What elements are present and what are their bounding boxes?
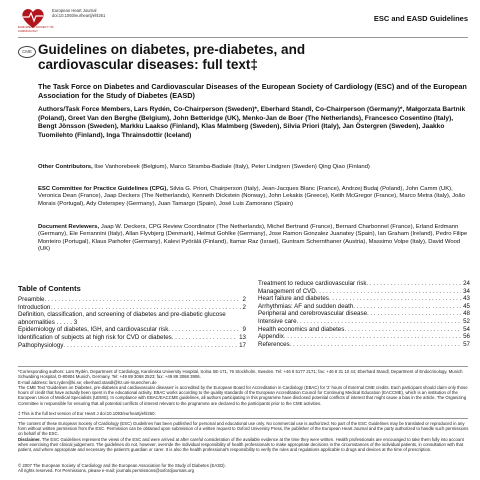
toc-right-column bbox=[258, 280, 470, 348]
disclaimer-divider bbox=[18, 418, 468, 419]
other-contributors-label: Other Contributors, bbox=[38, 164, 93, 170]
journal-info bbox=[52, 8, 105, 18]
document-reviewers bbox=[38, 224, 468, 254]
journal-doi: doi:10.1093/eurheartj/ehl261 bbox=[52, 13, 106, 18]
article-subtitle: The Task Force on Diabetes and Cardiovascular Diseases of the European Society of Cardiology (ESC) and of the European Association for the Study of Diabetes (EASD) bbox=[38, 82, 467, 100]
document-reviewers-list: Jaap W. Deckers, CPG Review Coordinator (The Netherlands), Michel Bertrand (France), Bernard Charbonnel (France), Erland Erdmann (Germany), Ele Ferrannini (Italy), Allan Flyvbjerg (Denmark), Helmut Gohlke (Germany), Jose Ramon Gonzalez Juanatey (Spain), Ian Graham (Ireland), Pedro Filipe Monteiro (Portugal), Klaus Parhofer (Germany), Kalevi Pyörälä (Finland), Itamar Raz (Israel), Guntram Schernthaner (Austria), Massimo Volpe (Italy), David Wood (UK) bbox=[38, 224, 468, 253]
header-divider bbox=[18, 37, 468, 38]
content-usage-note: The content of these European Society of Cardiology (ESC) Guidelines has been published for personal and educational use only. No commercial use is authorized. No part of the ESC Guidelines may be translated or reproduced in any form without written permission from the ESC. Permission can be obtained upon submission of a written request to Oxford University Press, the publisher of the European Heart Journal and the party authorized to handle such permissions on behalf of the ESC. bbox=[18, 421, 469, 437]
authors-list: Lars Rydén, Co-Chairperson (Sweden)*, Eberhard Standl, Co-Chairperson (Germany)*, Małgorzata Bartnik (Poland), Greet Van den Berghe (Belgium), John Betteridge (UK), Menko-Jan de Boer (The Netherlands), Francesco Cosentino (Italy), Bengt Jönsson (Sweden), Markku Laakso (Finland), Klas Malmberg (Sweden), Silvia Priori (Italy), Jan Östergren (Sweden), Jaakko Tuomilehto (Finland), Inga Thrainsdottir (Iceland) bbox=[38, 106, 466, 139]
cpg-committee-label: ESC Committee for Practice Guidelines (CPG), bbox=[38, 186, 168, 192]
toc-entry[interactable]: Peripheral and cerebrovascular disease . . . 48 bbox=[258, 310, 470, 318]
cme-accreditation-note: The CME Text 'Guidelines on Diabetes, pre-diabetes and cardiovascular diseases' is accredited by the European Board for Accreditation in Cardiology (EBAC) for '2' hours of External CME credits. Each participant should claim only those hours of credit that have actually been spent in the educational activity. EBAC works according to the quality standards of the European Accreditation Council for Continuing Medical Education (EACCME), which is an institution of the European Union of Medical Specialists (UEMS). In compliance with EBAC/EACCME guidelines, all authors participating in this programme have disclosed potential conflicts of interest that might cause a bias in the article. The Organizing Committee is responsible for ensuring that all potential conflicts of interest relevant to the programme are declared to the participants prior to the CME activities. bbox=[18, 385, 468, 406]
full-text-note: ‡ This is the full text version of Eur Heart J doi:10.1093/eurheartj/ehl260. bbox=[18, 411, 156, 416]
disclaimer-label: Disclaimer. bbox=[18, 437, 41, 442]
toc-entry[interactable]: Health economics and diabetes . . . 54 bbox=[258, 326, 470, 334]
cpg-committee-list: Silvia G. Priori, Chairperson (Italy), Jean-Jacques Blanc (France), Andrzej Budaj (Poland), John Camm (UK), Veronica Dean (France), Jaap Deckers (The Netherlands), Kenneth Dickstein (Norway), John Lekakis (Greece), Keith McGregor (France), Marco Metra (Italy), João Morais (Portugal), Ady Osterspey (Germany), Juan Tamargo (Spain), José Luis Zamorano (Spain) bbox=[38, 186, 465, 207]
corresponding-authors-note: *Corresponding authors: Lars Rydén, Department of Cardiology, Karolinska University Hospital, Solna SE-171, 76 Stockholm, Sweden. Tel: +46 8 5177 2171; fax: +46 8 31 10 44; Eberhard Standl, Department of Endocrinology, Munich Schwabing Hospital, D-80804 Munich, Germany. Tel: +49 89 3068 2523; fax: +49 89 3068 3906. bbox=[18, 369, 463, 380]
toc-entry[interactable]: Arrhythmias: AF and sudden death . . . 45 bbox=[258, 303, 470, 311]
article-title-line2: cardiovascular diseases: full text‡ bbox=[38, 57, 258, 72]
toc-entry[interactable]: Definition, classification, and screening of diabetes and pre-diabetic glucose abnormalities . . . . . 3 bbox=[18, 311, 226, 326]
logo-text: EUROPEAN SOCIETY OF CARDIOLOGY bbox=[18, 25, 54, 33]
series-title: ESC and EASD Guidelines bbox=[373, 14, 468, 23]
toc-entry[interactable]: Identification of subjects at high risk for CVD or diabetes . . . 13 bbox=[18, 334, 246, 342]
article-title-line1: Guidelines on diabetes, pre-diabetes, and bbox=[38, 42, 306, 57]
cme-badge: CME bbox=[18, 46, 36, 58]
page-header bbox=[18, 4, 468, 36]
toc-entry[interactable]: Pathophysiology . . . 17 bbox=[18, 342, 246, 350]
other-contributors-list: Ilse Vanhorebeek (Belgium), Marco Stramba-Badiale (Italy), Peter Lindgren (Sweden) Qing Qiao (Finland) bbox=[92, 164, 370, 170]
document-reviewers-label: Document Reviewers, bbox=[38, 224, 100, 230]
toc-entry[interactable]: Appendix . . . 56 bbox=[258, 333, 470, 341]
toc-entry[interactable]: Preamble . . . 2 bbox=[18, 296, 246, 304]
permissions-line: All rights reserved. For Permissions, please e-mail: journals.permissions@oxfordjournals.org bbox=[18, 468, 195, 473]
toc-left-column bbox=[18, 296, 246, 349]
toc-entry[interactable]: Epidemiology of diabetes, IGH, and cardiovascular risk . . . 9 bbox=[18, 326, 246, 334]
toc-entry[interactable]: Introduction . . . 2 bbox=[18, 304, 246, 312]
copyright-line: © 2007 The European Society of Cardiology and the European Association for the Study of Diabetes (EASD). bbox=[18, 463, 226, 468]
journal-name: European Heart Journal bbox=[52, 8, 97, 13]
authors-block bbox=[38, 106, 468, 140]
email-note: E-mail address: lars.ryden@ki.se; eberhard.standl@lrz.uni-muenchen.de bbox=[18, 380, 157, 385]
article-title bbox=[38, 42, 458, 72]
authors-label: Authors/Task Force Members, bbox=[38, 106, 133, 113]
toc-entry[interactable]: Treatment to reduce cardiovascular risk . . . 24 bbox=[258, 280, 470, 288]
toc-entry[interactable]: Heart failure and diabetes . . . 43 bbox=[258, 295, 470, 303]
disclaimer-text: The ESC Guidelines represent the views of the ESC and were arrived at after careful consideration of the available evidence at the time they were written. Health professionals are encouraged to take them fully into account when exercising their clinical judgement. The guidelines do not, however, override the individual responsibility of health professionals to make appropriate decisions in the circumstances of the individual patients, in consultation with that patient, and where appropriate and necessary the patient's guardian or carer. It is also the health professional's responsibility to verify the rules and regulations applicable to drugs and devices at the time of prescription. bbox=[18, 437, 464, 453]
cpg-committee bbox=[38, 186, 468, 208]
toc-entry[interactable]: Intensive care . . . 52 bbox=[258, 318, 470, 326]
toc-entry[interactable]: References . . . 57 bbox=[258, 341, 470, 349]
toc-entry[interactable]: Management of CVD . . . 34 bbox=[258, 288, 470, 296]
toc-title: Table of Contents bbox=[18, 284, 81, 293]
other-contributors bbox=[38, 164, 468, 171]
footnote-divider bbox=[18, 366, 468, 367]
disclaimer-note bbox=[18, 437, 470, 453]
